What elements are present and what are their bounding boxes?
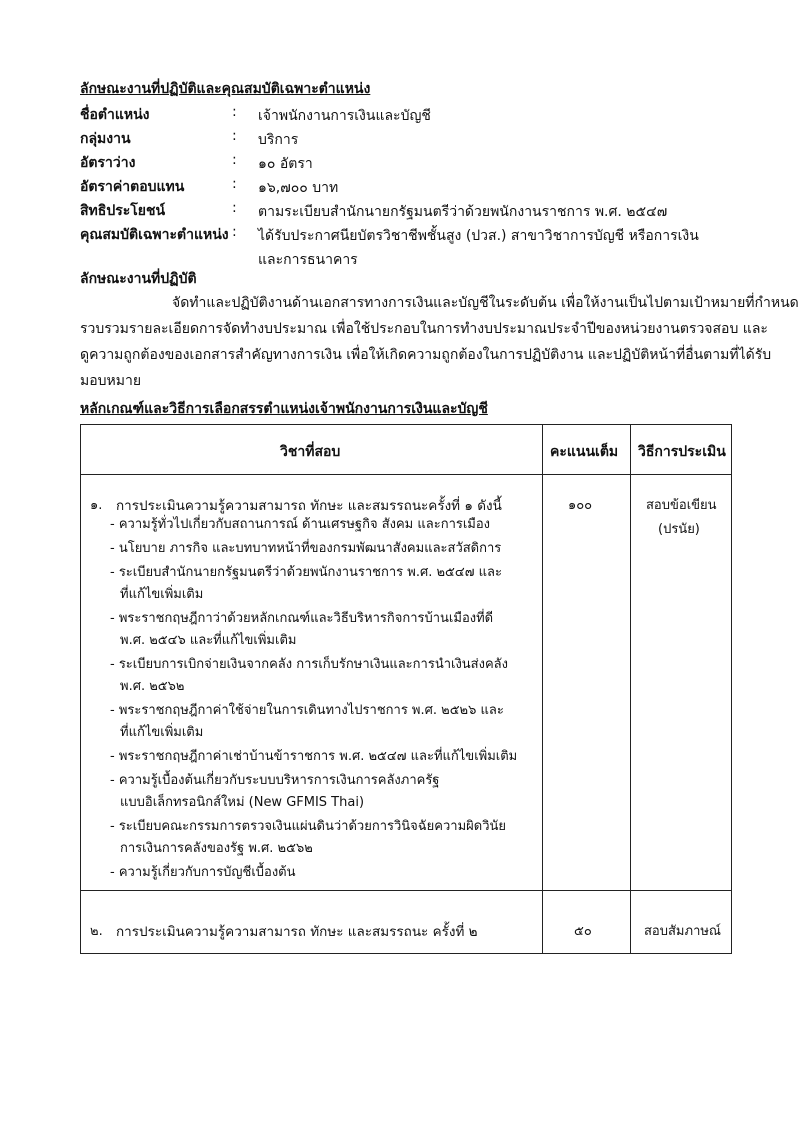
criteria-heading: หลักเกณฑ์และวิธีการเลือกสรรตำแหน่งเจ้าพนักงานการเงินและบัญชี [80, 401, 488, 417]
header-score: คะแนนเต็ม [550, 444, 619, 460]
info-colon: : [232, 152, 237, 168]
section-method: (ปรนัย) [658, 522, 700, 537]
info-value: ๑๖,๗๐๐ บาท [258, 180, 339, 196]
duties-line: รวบรวมรายละเอียดการจัดทำงบประมาณ เพื่อใช้ประกอบในการทำงบประมาณประจำปีของหน่วยงานตรวจสอบ และ [80, 321, 768, 337]
section-score: ๑๐๐ [568, 498, 593, 513]
list-item-line: - พระราชกฤษฎีกาว่าด้วยหลักเกณฑ์และวิธีบริหารกิจการบ้านเมืองที่ดี [110, 611, 494, 626]
list-item-line: - นโยบาย ภารกิจ และบทบาทหน้าที่ของกรมพัฒนาสังคมและสวัสดิการ [110, 541, 502, 556]
info-value: ๑๐ อัตรา [258, 156, 313, 172]
list-item [110, 562, 502, 606]
table-border [630, 424, 631, 954]
section-title: การประเมินความรู้ความสามารถ ทักษะ และสมรรถนะครั้งที่ ๑ ดังนี้ [116, 498, 502, 514]
header-method: วิธีการประเมิน [638, 444, 726, 460]
info-colon: : [232, 128, 237, 144]
list-item-line: - ความรู้ทั่วไปเกี่ยวกับสถานการณ์ ด้านเศรษฐกิจ สังคม และการเมือง [110, 517, 491, 532]
section-score: ๕๐ [574, 924, 592, 939]
info-value: เจ้าพนักงานการเงินและบัญชี [258, 108, 431, 124]
list-item-line: การเงินการคลังของรัฐ พ.ศ. ๒๕๖๒ [120, 841, 313, 856]
list-item-line: - ความรู้เบื้องต้นเกี่ยวกับระบบบริหารการเงินการคลังภาครัฐ [110, 773, 440, 788]
list-item-line: - พระราชกฤษฎีกาค่าเช่าบ้านข้าราชการ พ.ศ. ๒๕๔๗ และที่แก้ไขเพิ่มเติม [110, 749, 518, 764]
list-item [110, 608, 493, 652]
table-border [80, 474, 732, 475]
section-method: สอบสัมภาษณ์ [644, 924, 721, 939]
table-border [80, 953, 732, 954]
table-border [542, 424, 543, 954]
info-value: ตามระเบียบสำนักนายกรัฐมนตรีว่าด้วยพนักงานราชการ พ.ศ. ๒๕๔๗ [258, 204, 668, 220]
list-item-line: - ระเบียบสำนักนายกรัฐมนตรีว่าด้วยพนักงานราชการ พ.ศ. ๒๕๔๗ และ [110, 565, 502, 580]
info-row-benefits [80, 200, 720, 222]
info-label: อัตราว่าง [80, 155, 136, 171]
duties-line: จัดทำและปฏิบัติงานด้านเอกสารทางการเงินและบัญชีในระดับต้น เพื่อให้งานเป็นไปตามเป้าหมายที่กำหนด [172, 295, 799, 311]
criteria-table [80, 424, 732, 954]
info-row-qualifications [80, 224, 720, 272]
section-title: การประเมินความรู้ความสามารถ ทักษะ และสมรรถนะ ครั้งที่ ๒ [116, 924, 478, 940]
section-number: ๑. [90, 498, 103, 513]
info-row-vacancies [80, 152, 720, 174]
info-colon: : [232, 200, 237, 216]
list-item-line: ที่แก้ไขเพิ่มเติม [120, 587, 204, 602]
header-subject: วิชาที่สอบ [280, 444, 341, 460]
list-item-line: ที่แก้ไขเพิ่มเติม [120, 725, 204, 740]
list-item [110, 700, 504, 744]
list-item [110, 816, 506, 860]
list-item [110, 514, 490, 536]
list-item [110, 746, 517, 768]
duties-line: มอบหมาย [80, 373, 142, 389]
info-colon: : [232, 224, 237, 240]
list-item [110, 538, 501, 560]
section-number: ๒. [90, 924, 103, 939]
info-row-position [80, 104, 720, 126]
list-item-line: พ.ศ. ๒๕๖๒ [120, 679, 185, 694]
main-heading: ลักษณะงานที่ปฏิบัติและคุณสมบัติเฉพาะตำแหน่ง [80, 81, 371, 97]
info-colon: : [232, 176, 237, 192]
info-label: คุณสมบัติเฉพาะตำแหน่ง [80, 227, 229, 243]
table-border [731, 424, 732, 954]
info-value-line1: ได้รับประกาศนียบัตรวิชาชีพชั้นสูง (ปวส.) สาขาวิชาการบัญชี หรือการเงิน [258, 228, 699, 244]
list-item-line: - ระเบียบคณะกรรมการตรวจเงินแผ่นดินว่าด้วยการวินิจฉัยความผิดวินัย [110, 819, 506, 834]
list-item-line: - ความรู้เกี่ยวกับการบัญชีเบื้องต้น [110, 865, 296, 880]
table-border [80, 890, 732, 891]
duties-line: ดูความถูกต้องของเอกสารสำคัญทางการเงิน เพื่อให้เกิดความถูกต้องในการปฏิบัติงาน และปฏิบัติหน้าที่อื่นตามที่ได้รับ [80, 347, 772, 363]
info-row-group [80, 128, 720, 150]
list-item-line: - พระราชกฤษฎีกาค่าใช้จ่ายในการเดินทางไปราชการ พ.ศ. ๒๕๒๖ และ [110, 703, 504, 718]
info-label: กลุ่มงาน [80, 131, 131, 147]
section-method: สอบข้อเขียน [646, 498, 717, 513]
info-label: ชื่อตำแหน่ง [80, 107, 150, 123]
list-item [110, 862, 296, 884]
list-item-line: พ.ศ. ๒๕๔๖ และที่แก้ไขเพิ่มเติม [120, 633, 297, 648]
info-value: บริการ [258, 132, 299, 148]
duties-heading: ลักษณะงานที่ปฏิบัติ [80, 271, 197, 287]
duties-paragraph [80, 290, 799, 394]
info-row-salary [80, 176, 720, 198]
list-item-line: แบบอิเล็กทรอนิกส์ใหม่ (New GFMIS Thai) [120, 795, 365, 810]
info-label: อัตราค่าตอบแทน [80, 179, 185, 195]
table-border [80, 424, 732, 425]
list-item-line: - ระเบียบการเบิกจ่ายเงินจากคลัง การเก็บรักษาเงินและการนำเงินส่งคลัง [110, 657, 508, 672]
list-item [110, 654, 508, 698]
info-label: สิทธิประโยชน์ [80, 203, 166, 219]
info-value-line2: และการธนาคาร [258, 252, 358, 268]
list-item [110, 770, 439, 814]
table-border [80, 424, 81, 954]
info-colon: : [232, 104, 237, 120]
